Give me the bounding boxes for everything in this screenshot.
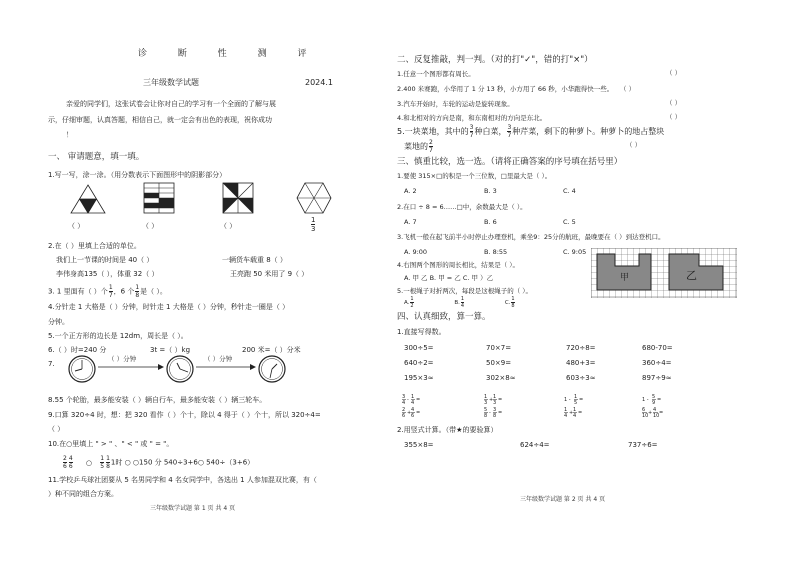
question-9-blank: （ ） [48, 425, 65, 433]
svg-text:3: 3 [493, 407, 497, 413]
choice-3: 3.飞机一般在起飞前半小时停止办理登机，乘坐9：25分的航班，最晚要在（ ）到达登机口。 [397, 233, 665, 241]
exam-subtitle: 三年级数学试题 [143, 78, 199, 87]
q2-item-a: 我们上一节课的时间是 40（ ） [56, 256, 154, 264]
svg-text:1: 1 [573, 407, 577, 413]
judge-2-blank[interactable]: （ ） [620, 85, 636, 93]
section-1-heading: 一、 审请题意，填一填。 [48, 152, 145, 162]
svg-text:6: 6 [411, 413, 415, 419]
judge-5-line-2: 菜地的 $\frac{2}{7}$ [404, 139, 433, 154]
q1-answer-blank-2[interactable]: （ ） [142, 222, 159, 230]
clock-icon [259, 356, 285, 382]
judge-4-blank[interactable]: （ ） [666, 113, 682, 121]
page-1-footer: 三年级数学试题 第 1 页 共 4 页 [150, 505, 236, 512]
question-11-line-2: ）种不同的组合方案。 [48, 490, 118, 498]
svg-text:5: 5 [652, 394, 656, 400]
question-6-c: 200 米=（ ）分米 [242, 346, 301, 354]
section-3-heading: 三、慎重比较，选一选。（请将正确答案的序号填在括号里） [397, 157, 623, 167]
svg-text:-: - [407, 397, 409, 403]
svg-text:+: + [489, 397, 494, 403]
svg-text:=: = [657, 397, 662, 403]
q7-arrow-label-2: （ ）分钟 [204, 355, 233, 363]
question-6-a: 6.（ ）时=240 分 [48, 346, 107, 354]
svg-text:8: 8 [484, 413, 488, 419]
svg-text:6: 6 [402, 413, 406, 419]
svg-text:5: 5 [484, 407, 488, 413]
calc-1-2[interactable]: 70×7= [486, 344, 512, 352]
exam-date: 2024.1 [305, 78, 333, 87]
judge-2: 2.400 米赛跑，小华用了 1 分 13 秒，小方用了 66 秒，小华跑得快一些。 [397, 85, 614, 93]
svg-text:1: 1 [484, 394, 488, 400]
svg-text:4: 4 [653, 407, 657, 413]
svg-text:4: 4 [402, 400, 406, 406]
choice-5: 5.一根绳子对折两次，每段是这根绳子的（ ）。 [397, 287, 533, 295]
judge-3-blank[interactable]: （ ） [666, 99, 682, 107]
intro-line-2: 示，仔细审题，认真答题，相信自己，就一定会有出色的表现，祝你成功 [48, 116, 272, 124]
calc-2-3[interactable]: 480+3= [566, 359, 596, 367]
choice-3-option-a[interactable]: A. 9:00 [404, 248, 428, 256]
calc-2-2[interactable]: 50×9= [486, 359, 512, 367]
choice-2-option-c[interactable]: C. 5 [563, 218, 576, 226]
question-3: 3. 1 里面有（ ）个 $\frac{1}{7}$ ，6 个 $\frac{1}{8}$ 是（ ）。 [48, 284, 167, 299]
svg-text:=: = [498, 397, 503, 403]
svg-text:+: + [648, 410, 653, 416]
svg-text:3: 3 [493, 400, 497, 406]
svg-text:4: 4 [411, 400, 415, 406]
svg-text:=: = [416, 397, 421, 403]
choice-3-option-b[interactable]: B. 8:55 [484, 248, 508, 256]
question-10: 10.在○里填上 " > " 、" < " 或 " = "。 [48, 440, 174, 448]
shape-jia-label: 甲 [620, 273, 630, 283]
q1-given-fraction: $\frac{1}{3}$ [311, 216, 316, 233]
q1-answer-blank-1[interactable]: （ ） [68, 222, 85, 230]
perimeter-shapes-grid [591, 248, 737, 298]
svg-text:4: 4 [564, 413, 568, 419]
triangle-figure [70, 184, 106, 214]
shape-yi-label: 乙 [686, 269, 697, 282]
svg-text:2: 2 [402, 407, 406, 413]
svg-text:10: 10 [642, 413, 649, 419]
question-9: 9.口算 320÷4 时，想：把 320 看作（ ）个十，除以 4 得于（ ）个十，所以 320÷4= [48, 411, 321, 419]
question-7: 7. [48, 360, 55, 368]
calc-1-1[interactable]: 300÷5= [404, 344, 434, 352]
svg-text:=: = [498, 410, 503, 416]
hexagon-figure [296, 182, 332, 214]
page-2-footer: 三年级数学试题 第 2 页 共 4 页 [520, 496, 606, 503]
section-2-heading: 二、反复推敲，判一判。（对的打"✓"，错的打"×"） [397, 55, 593, 65]
svg-text:10: 10 [653, 413, 660, 419]
calc-1-3[interactable]: 720÷8= [566, 344, 596, 352]
choice-1-option-a[interactable]: A. 2 [404, 187, 417, 195]
svg-text:1 -: 1 - [642, 397, 649, 403]
exam-title: 诊 断 性 测 评 [138, 49, 321, 59]
choice-4: 4.右图两个图形的周长相比，结果是（ ）。 [397, 261, 520, 269]
question-4-line-1: 4.分针走 1 大格是（ ）分钟，时针走 1 大格是（ ）分钟，秒针走一圈是（ ） [48, 303, 290, 311]
diagonal-square-figure [222, 182, 254, 214]
choice-1: 1.要使 315×□的积是一个三位数，□里最大是（ ）。 [397, 172, 552, 180]
judge-5-blank[interactable]: （ ） [626, 141, 642, 149]
judge-1-blank[interactable]: （ ） [666, 69, 682, 77]
calc-2-1[interactable]: 640÷2= [404, 359, 434, 367]
svg-text:3: 3 [402, 394, 406, 400]
svg-text:1: 1 [493, 394, 497, 400]
svg-text:5: 5 [574, 400, 578, 406]
vertical-calc-3[interactable]: 737÷6= [628, 441, 658, 449]
choice-1-option-b[interactable]: B. 3 [484, 187, 497, 195]
judge-3: 3.汽车开始时，车轮的运动是旋转现象。 [397, 100, 514, 108]
question-2: 2.在（ ）里填上合适的单位。 [48, 242, 141, 250]
intro-line-3: ！ [66, 131, 73, 139]
calc-3-2[interactable]: 302×8≈ [486, 374, 516, 382]
question-6-b: 3t =（ ）kg [150, 346, 191, 354]
calc-2-4[interactable]: 360÷4= [642, 359, 672, 367]
calc-1-4[interactable]: 680-70= [642, 344, 673, 352]
choice-1-option-c[interactable]: C. 4 [563, 187, 576, 195]
q2-item-b: 一辆货车载重 8（ ） [222, 256, 287, 264]
calc-3-4[interactable]: 897÷9≈ [642, 374, 672, 382]
svg-text:9: 9 [652, 400, 656, 406]
question-4-line-2: 分钟。 [48, 318, 69, 326]
fraction-calc-rows [402, 390, 702, 420]
question-1: 1.写一写，涂一涂。（用分数表示下面图形中的阴影部分） [48, 171, 227, 179]
q1-answer-blank-3[interactable]: （ ） [220, 222, 237, 230]
svg-text:+: + [569, 410, 574, 416]
choice-3-option-c[interactable]: C. 9:05 [563, 248, 587, 256]
choice-5-options[interactable]: A. $\frac{1}{2}$ B. $\frac{1}{4}$ C. $\frac{1}{8}$ [404, 296, 515, 309]
choice-2-option-a[interactable]: A. 7 [404, 218, 417, 226]
svg-text:6: 6 [642, 407, 646, 413]
section-4-heading: 四、认真细致，算一算。 [397, 312, 491, 322]
choice-2-option-b[interactable]: B. 6 [484, 218, 497, 226]
choice-4-options[interactable]: A. 甲 乙 B. 甲 = 乙 C. 甲 ）乙 [404, 274, 494, 282]
svg-text:3: 3 [484, 400, 488, 406]
choice-2: 2.在口 ÷ 8 = 6……□中，余数最大是（ ）。 [397, 203, 527, 211]
q7-clocks [66, 353, 306, 385]
svg-text:4: 4 [573, 413, 577, 419]
judge-5-line-1: 5.一块菜地，其中的 $\frac{3}{7}$ 种白菜， $\frac{3}{7}$ 种芹菜，剩下的种萝卜。种萝卜的地占整块 [397, 124, 665, 139]
clock-icon [69, 356, 95, 382]
svg-text:=: = [579, 397, 584, 403]
question-11-line-1: 11.学校乒乓球社团要从 5 名男同学和 4 名女同学中，各选出 1 人参加混双比赛，有（ [48, 476, 317, 484]
svg-text:=: = [578, 410, 583, 416]
calc-3-1[interactable]: 195×3≈ [404, 374, 434, 382]
question-5: 5.一个正方形的边长是 12dm，周长是（ ）。 [48, 332, 188, 340]
vertical-calc-2[interactable]: 624÷4= [520, 441, 550, 449]
svg-text:1: 1 [574, 394, 578, 400]
svg-text:+: + [407, 410, 412, 416]
vertical-calc-title: 2.用竖式计算。（带★的要验算） [397, 426, 498, 434]
q2-item-c: 李伟身高135（ ），体重 32（ ） [56, 270, 159, 278]
svg-text:4: 4 [411, 407, 415, 413]
svg-text:1: 1 [411, 394, 415, 400]
svg-text:=: = [416, 410, 421, 416]
svg-text:1: 1 [564, 407, 568, 413]
vertical-calc-1[interactable]: 355×8= [404, 441, 434, 449]
q2-item-d: 王亮跑 50 米用了 9（ ） [230, 270, 309, 278]
svg-text:1 -: 1 - [564, 397, 571, 403]
calc-title: 1.直接写得数。 [397, 328, 446, 336]
clock-icon [167, 356, 193, 382]
svg-text:-: - [489, 410, 491, 416]
svg-text:8: 8 [493, 413, 497, 419]
svg-text:=: = [659, 410, 664, 416]
question-8: 8.55 个轮胎，最多能安装（ ）辆自行车，最多能安装（ ）辆三轮车。 [48, 396, 267, 404]
judge-4: 4.和北相对的方向是南，和东南相对的方向是东北。 [397, 114, 547, 122]
judge-1: 1.任意一个图形都有周长。 [397, 70, 475, 78]
q10-comparisons: $\frac{2}{6}$ $\frac{4}{6}$ ○ $\frac{1}{5}$ $\frac{1}{8}$ 1时 ○ ○150 分 540÷3+6○ 540÷（3+6） [63, 455, 255, 470]
calc-3-3[interactable]: 603÷3≈ [566, 374, 596, 382]
intro-line-1: 亲爱的同学们，这张试卷会让你对自己的学习有一个全面的了解与展 [66, 100, 276, 108]
grid-square-figure [143, 182, 175, 214]
q7-arrow-label-1: （ ）分钟 [108, 355, 137, 363]
